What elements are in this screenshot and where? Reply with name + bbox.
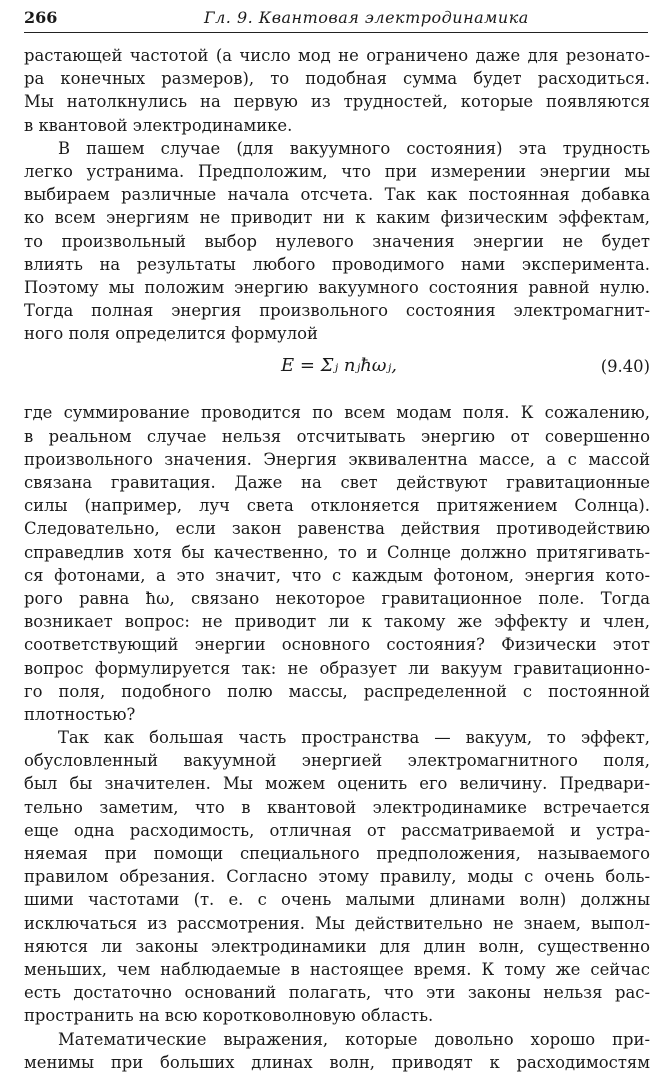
text-line: Математические выражения, которые довольно хорошо при- [58,1029,650,1049]
text-line: где суммирование проводится по всем модам поля. К сожалению, [24,403,650,423]
text-line: выбираем различные начала отсчета. Так как постоянная добавка [24,185,650,205]
text-line: няемая при помощи специального предположения, называемого [24,844,650,863]
text-line: правилом обрезания. Согласно этому правилу, моды с очень боль- [24,867,650,887]
text-line: вопрос формулируется так: не образует ли вакуум гравитационно- [24,658,650,678]
text-line: го поля, подобного полю массы, распределенной с постоянной [24,681,650,701]
text-line: тельно заметим, что в квантовой электродинамике встречается [24,797,650,817]
text-line: есть достаточно оснований полагать, что эти законы нельзя рас- [24,983,650,1003]
equation-9-40 [24,345,650,401]
running-head: Гл. 9. Квантовая электродинамика [204,8,529,27]
text-line: влиять на результаты любого проводимого нами эксперимента. [24,254,650,274]
page-body [24,44,650,1074]
text-line: произвольного значения. Энергия эквивалентна массе, а с массой [24,449,650,469]
text-line: справедлив хотя бы качественно, то и Солнце должно притягивать- [24,542,650,562]
text-line: легко устранима. Предположим, что при измерении энергии мы [24,161,650,181]
text-line: ко всем энергиям не приводит ни к каким физическим эффектам, [24,208,650,228]
text-line: то произвольный выбор нулевого значения энергии не будет [24,231,650,251]
text-line: шими частотами (т. е. с очень малыми длинами волн) должны [24,890,650,910]
text-line: пространить на всю коротковолновую область. [24,1006,434,1026]
equation-formula: E = Σⱼ nⱼħωⱼ, [281,355,397,377]
text-line: плотностью? [24,704,136,724]
paragraph-3 [24,401,650,726]
text-line: Так как большая часть пространства — вакуум, то эффект, [58,728,650,748]
text-line: был бы значителен. Мы можем оценить его величину. Предвари- [24,774,650,794]
text-line: В пашем случае (для вакуумного состояния) эта трудность [58,138,650,158]
text-line: Поэтому мы положим энергию вакуумного состояния равной нулю. [24,277,650,297]
text-line: ра конечных размеров), то подобная сумма будет расходиться. [24,69,650,89]
text-line: ся фотонами, а это значит, что с каждым фотоном, энергия кото- [24,565,650,585]
text-line: меньших, чем наблюдаемые в настоящее время. К тому же сейчас [24,959,650,979]
text-line: обусловленный вакуумной энергией электромагнитного поля, [24,751,650,771]
page-header [24,2,648,30]
text-line: в квантовой электродинамике. [24,115,293,135]
text-line: соответствующий энергии основного состояния? Физически этот [24,635,650,655]
text-line: возникает вопрос: не приводит ли к такому же эффекту и член, [24,612,650,632]
text-line: силы (например, луч света отклоняется притяжением Солнца). [24,496,650,516]
paragraph-2 [24,137,650,346]
text-line: Тогда полная энергия произвольного состояния электромагнит- [24,301,650,321]
equation-number: (9.40) [600,357,650,377]
text-line: ного поля определится формулой [24,324,318,344]
text-line: рого равна ħω, связано некоторое гравитационное поле. Тогда [24,588,650,608]
text-line: в реальном случае нельзя отсчитывать энергию от совершенно [24,426,650,446]
header-rule [24,32,648,33]
text-line: связана гравитация. Даже на свет действуют гравитационные [24,473,650,492]
text-line: няются ли законы электродинамики для длин волн, существенно [24,936,650,956]
text-line: еще одна расходимость, отличная от рассматриваемой и устра- [24,820,650,840]
text-line: растающей частотой (а число мод не ограничено даже для резонато- [24,46,650,65]
text-line: менимы при больших длинах волн, приводят к расходимостям [24,1052,650,1072]
page-number: 266 [24,8,58,27]
paragraph-1 [24,44,650,137]
paragraph-5 [24,1028,650,1074]
text-line: Мы натолкнулись на первую из трудностей, которые появляются [24,92,650,112]
text-line: исключаться из рассмотрения. Мы действительно не знаем, выпол- [24,913,650,933]
paragraph-4 [24,726,650,1027]
text-line: Следовательно, если закон равенства действия противодействию [24,519,650,539]
